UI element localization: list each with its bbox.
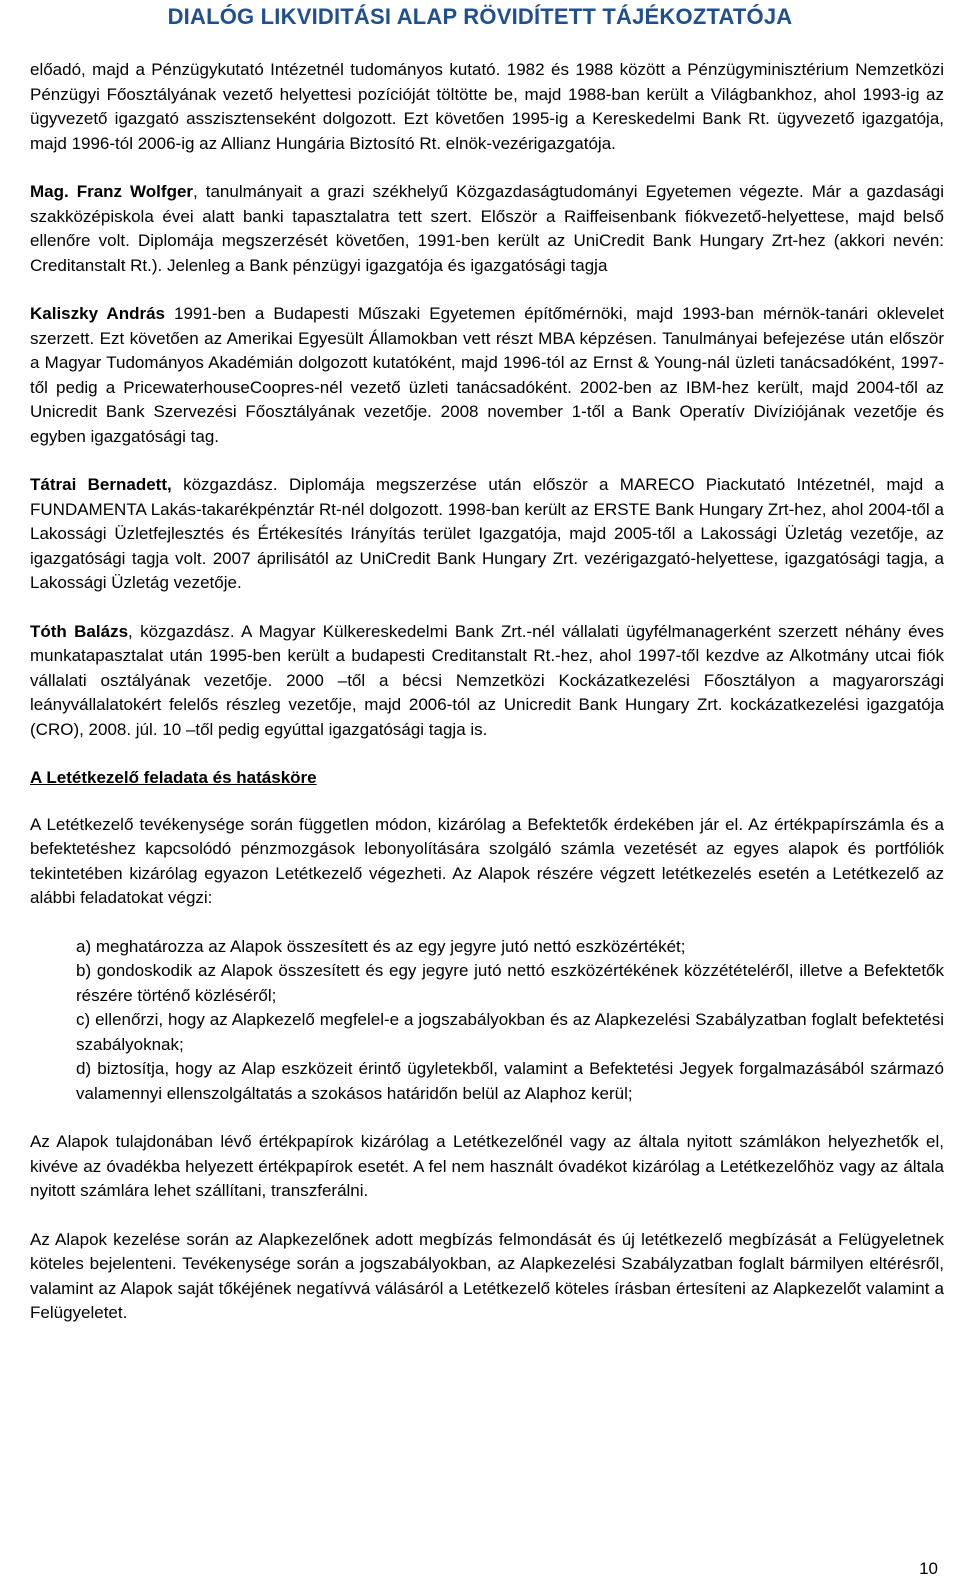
bio-text: 1991-ben a Budapesti Műszaki Egyetemen építőmérnöki, majd 1993-ban mérnök-tanári oklevelet szerzett. Ezt követően az Amerikai Egyesült Államokban vett részt MBA képzésen. Tanulmányai befejezése után először a Magyar Tudományos Akadémián dolgozott kutatóként, majd 1996-tól az Ernst & Young-nál üzleti tanácsadóként, 1997-től pedig a PricewaterhouseCoopres-nél vezető üzleti tanácsadóként. 2002-ben az IBM-hez került, majd 2004-től az Unicredit Bank Szervezési Főosztályának vezetője. 2008 november 1-től a Bank Operatív Divíziójának vezetője és egyben igazgatósági tag. xyxy=(30,304,944,446)
paragraph-bio-tatrai xyxy=(30,473,944,596)
section-heading: A Letétkezelő feladata és hatásköre xyxy=(30,768,317,787)
bio-text: közgazdász. Diplomája megszerzése után először a MARECO Piackutató Intézetnél, majd a FUNDAMENTA Lakás-takarékpénztár Rt-nél dolgozott. 1998-ban került az ERSTE Bank Hungary Zrt-hez, ahol 2004-től a Lakossági Üzletfejlesztés és Értékesítés Irányítás terület Igazgatója, majd 2005-től a Lakossági Üzletág vezetője, az igazgatósági tagja volt. 2007 áprilisától az UniCredit Bank Hungary Zrt. vezérigazgató-helyettese, igazgatósági tagja, a Lakossági Üzletág vezetője. xyxy=(30,475,944,592)
person-name: Mag. Franz Wolfger xyxy=(30,182,194,201)
document-header: DIALÓG LIKVIDITÁSI ALAP RÖVIDÍTETT TÁJÉKOZTATÓJA xyxy=(167,4,793,29)
custodian-task-list xyxy=(76,935,944,1107)
list-item: b) gondoskodik az Alapok összesített és egy jegyre jutó nettó eszközértékének közzétételéről, illetve a Befektetők részére történő közléséről; xyxy=(76,961,944,1005)
paragraph-notification: Az Alapok kezelése során az Alapkezelőnek adott megbízás felmondását és új letétkezelő megbízását a Felügyeletnek köteles bejelenteni. Tevékenysége során a jogszabályokban, az Alapkezelési Szabályzatban foglalt bármilyen eltérésről, valamint az Alapok saját tőkéjének negatívvá válásáról a Letétkezelő köteles írásban értesíteni az Alapkezelőt valamint a Felügyeletet. xyxy=(30,1229,944,1322)
list-item: d) biztosítja, hogy az Alap eszközeit érintő ügyletekből, valamint a Befektetési Jegyek forgalmazásából származó valamennyi ellenszolgáltatás a szokásos határidőn belül az Alaphoz kerül; xyxy=(76,1059,944,1103)
paragraph-bio-continued: előadó, majd a Pénzügykutató Intézetnél tudományos kutató. 1982 és 1988 között a Pénzügyminisztérium Nemzetközi Pénzügyi Főosztályának vezető helyettesi pozícióját töltötte be, majd 1988-ban került a Világbankhoz, ahol 1993-ig az ügyvezető igazgató asszisztenseként dolgozott. Ezt követően 1995-ig a Kereskedelmi Bank Rt. ügyvezető igazgatója, majd 1996-tól 2006-ig az Allianz Hungária Biztosító Rt. elnök-vezérigazgatója. xyxy=(30,60,944,153)
paragraph-bio-wolfger xyxy=(30,180,944,278)
bio-text: , közgazdász. A Magyar Külkereskedelmi Bank Zrt.-nél vállalati ügyfélmanagerként szerzett néhány éves munkatapasztalat után 1995-ben került a budapesti Creditanstalt Rt.-hez, ahol 1997-től kezdve az Alkotmány utcai fiók vállalati osztályának vezetője. 2000 –től a bécsi Nemzetközi Kockázatkezelési Főosztályon a magyarországi leányvállalatokért felelős részleg vezetője, majd 2006-tól az Unicredit Bank Hungary Zrt. kockázatkezelési igazgatója (CRO), 2008. júl. 10 –től pedig egyúttal igazgatósági tagja is. xyxy=(30,621,944,739)
list-item: c) ellenőrzi, hogy az Alapkezelő megfelel-e a jogszabályokban és az Alapkezelési Szabályzatban foglalt befektetési szabályoknak; xyxy=(76,1010,944,1054)
person-name: Tátrai Bernadett, xyxy=(30,475,172,494)
bio-text: , tanulmányait a grazi székhelyű Közgazdaságtudományi Egyetemen végezte. Már a gazdasági szakközépiskola évei alatt banki tapasztalatra tett szert. Először a Raiffeisenbank fiókvezető-helyettese, majd belső ellenőre volt. Diplomája megszerzését követően, 1991-ben került az UniCredit Bank Hungary Zrt-hez (akkori nevén: Creditanstalt Rt.). Jelenleg a Bank pénzügyi igazgatója és igazgatósági tagja xyxy=(30,182,944,275)
paragraph-custodian-intro: A Letétkezelő tevékenysége során független módon, kizárólag a Befektetők érdekében jár el. Az értékpapírszámla és a befektetéshez kapcsolódó pénzmozgások lebonyolítására szolgáló számla vezetését az egyes alapok és portfóliók tekintetében kizárólag egyazon Letétkezelő végezheti. Az Alapok részére végzett letétkezelés esetén a Letétkezelő az alábbi feladatokat végzi: xyxy=(30,814,944,907)
paragraph-bio-toth xyxy=(30,620,944,743)
person-name: Tóth Balázs xyxy=(30,621,129,641)
paragraph-securities: Az Alapok tulajdonában lévő értékpapírok kizárólag a Letétkezelőnél vagy az általa nyitott számlákon helyezhetők el, kivéve az óvadékba helyezett értékpapírok esetét. A fel nem használt óvadékot kizárólag a Letétkezelőhöz vagy az általa nyitott számlára lehet szállítani, transzferálni. xyxy=(30,1132,944,1200)
page-number: 10 xyxy=(919,1559,938,1578)
person-name: Kaliszky András xyxy=(30,304,165,323)
list-item: a) meghatározza az Alapok összesített és az egy jegyre jutó nettó eszközértékét; xyxy=(76,936,686,956)
document-body xyxy=(30,58,944,1326)
paragraph-bio-kaliszky xyxy=(30,302,944,449)
